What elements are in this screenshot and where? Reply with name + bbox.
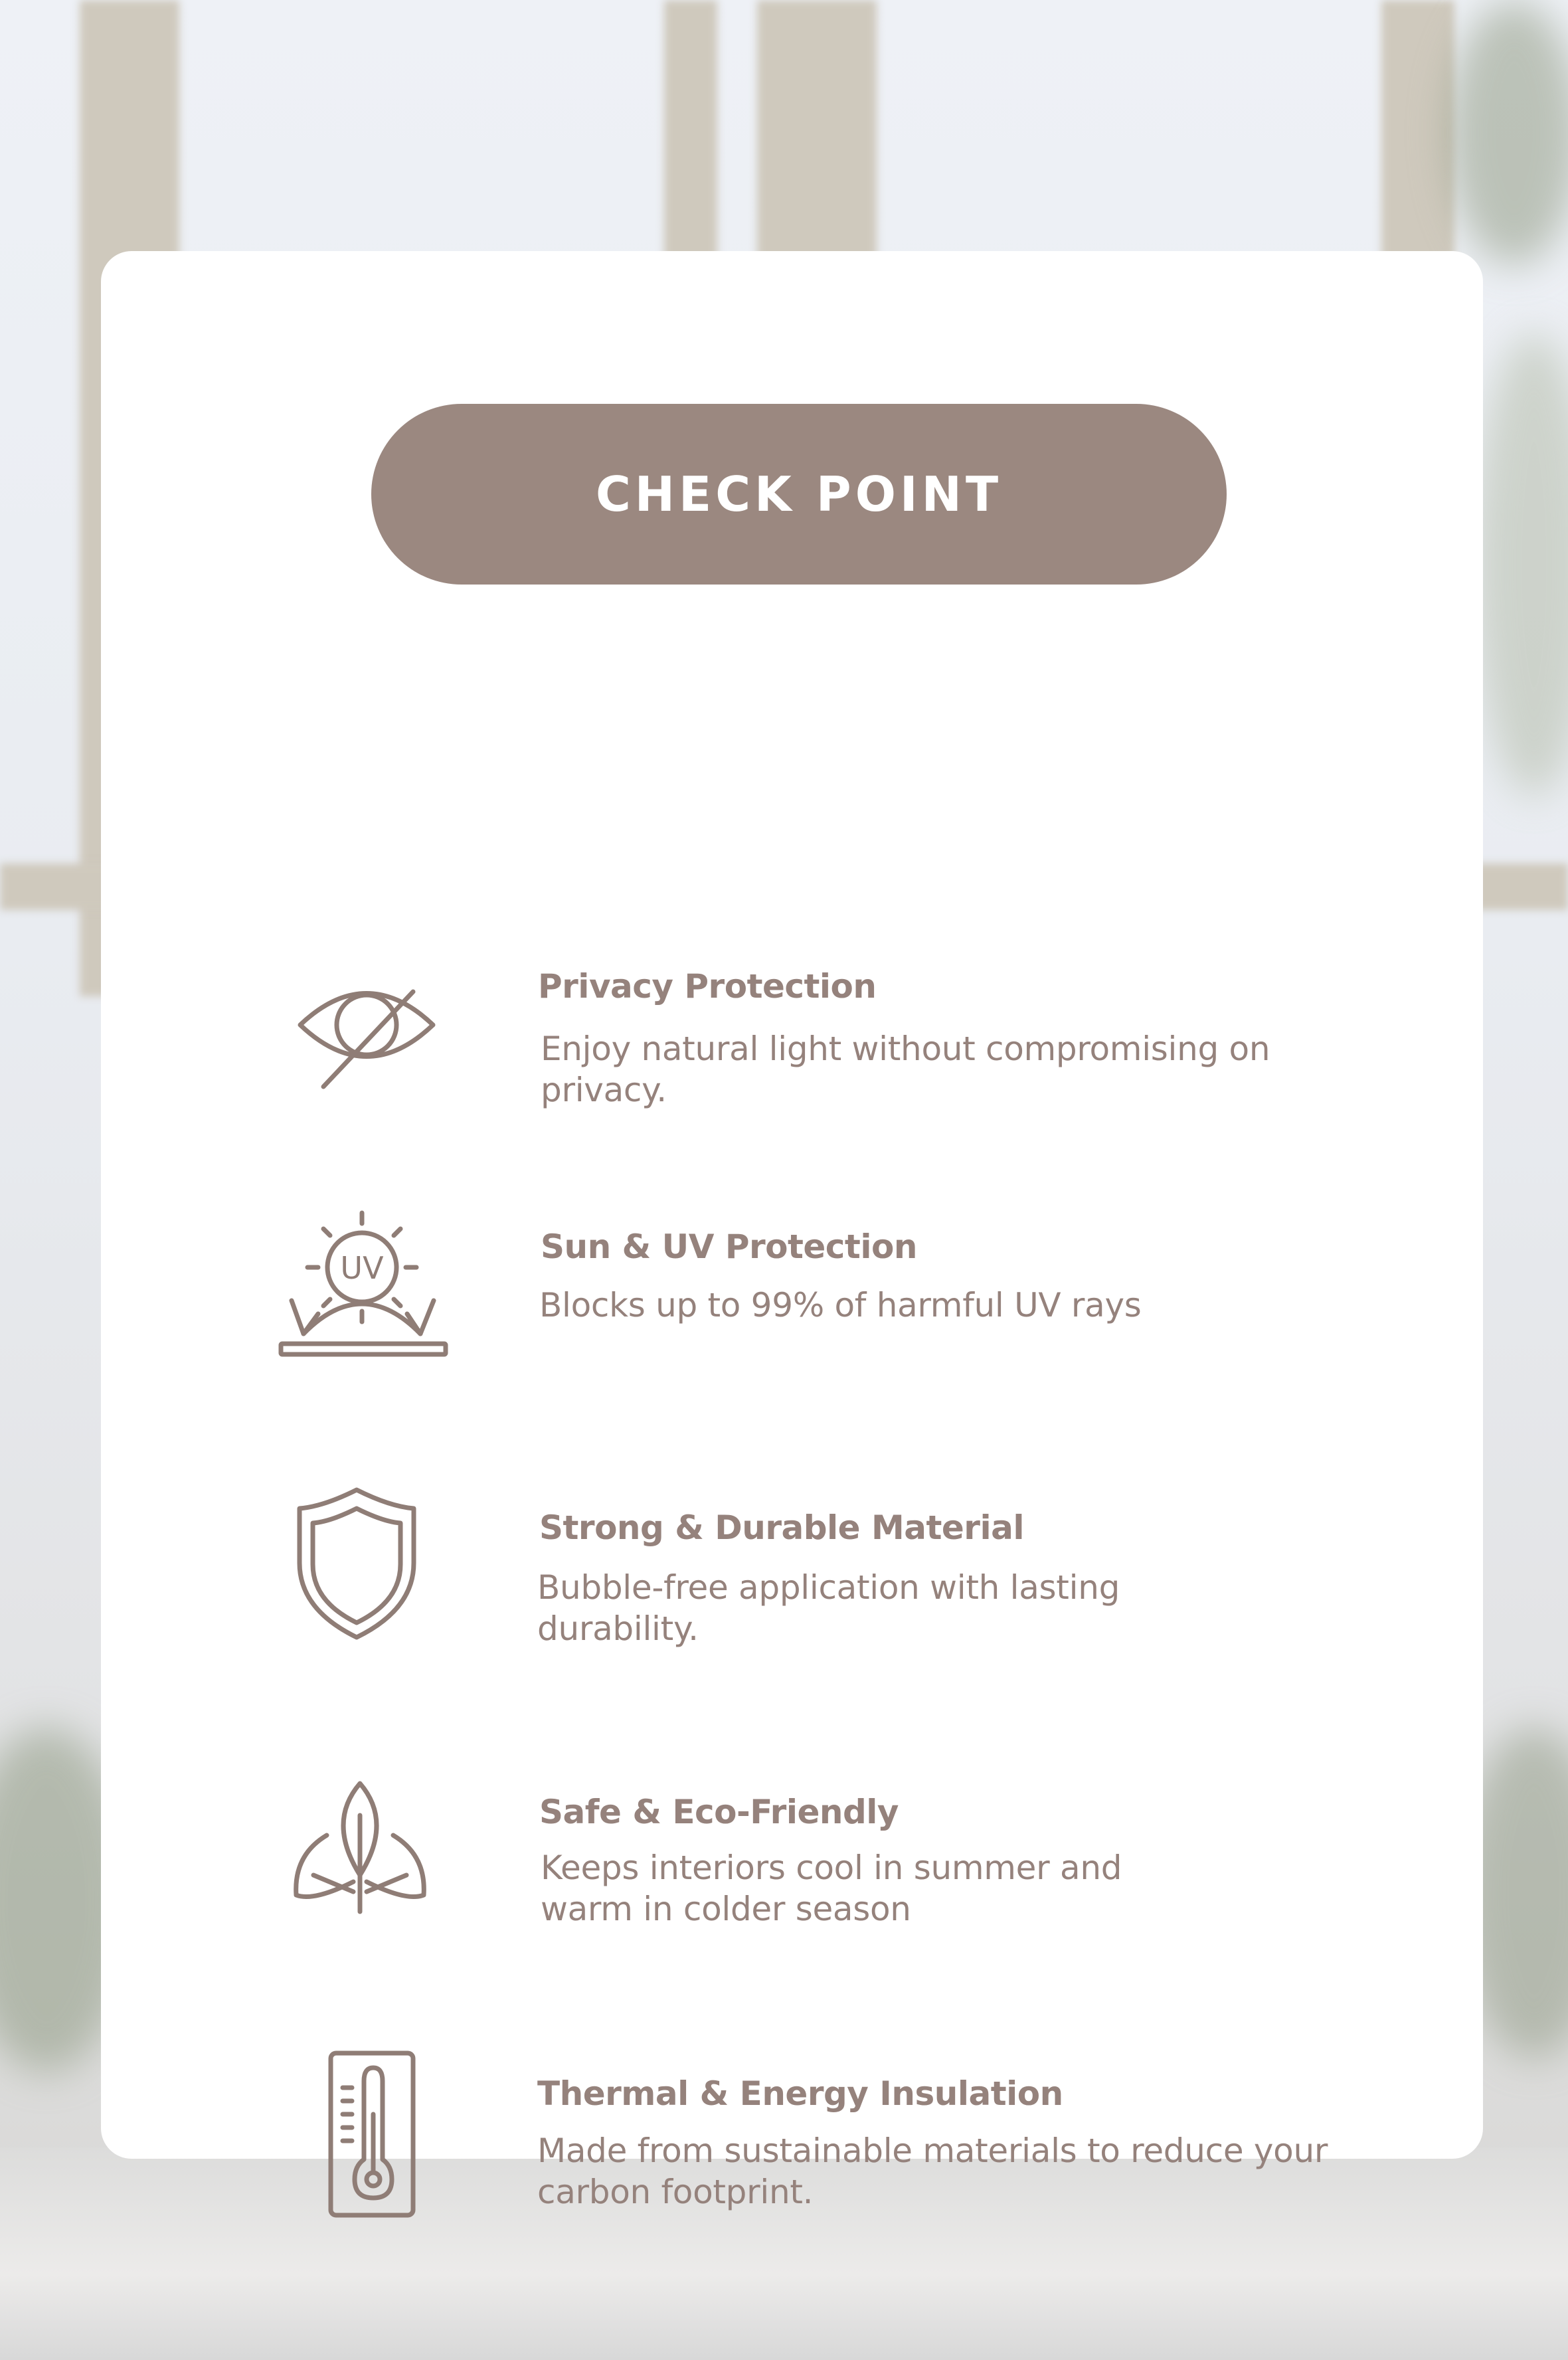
leaf-icon [287, 1775, 433, 1922]
shield-icon [290, 1483, 423, 1643]
feature-title: Privacy Protection [538, 967, 877, 1006]
feature-title: Sun & UV Protection [541, 1227, 917, 1266]
feature-title: Strong & Durable Material [539, 1508, 1024, 1547]
feature-description: Keeps interiors cool in summer and warm in colder season [541, 1849, 1122, 1928]
feature-title: Thermal & Energy Insulation [537, 2074, 1063, 2113]
feature-description: Blocks up to 99% of harmful UV rays [539, 1286, 1142, 1324]
check-point-card [101, 251, 1483, 2211]
feature-description: Made from sustainable materials to reduce your carbon footprint. [537, 2132, 1328, 2211]
feature-description: Bubble-free application with lasting durability. [537, 1568, 1120, 1648]
check-point-header: CHECK POINT [371, 404, 1227, 585]
feature-description: Enjoy natural light without compromising on privacy. [541, 1030, 1270, 1109]
uv-label: UV [340, 1250, 384, 1286]
eye-slash-icon [287, 949, 446, 1101]
feature-title: Safe & Eco-Friendly [539, 1793, 899, 1831]
sun-uv-icon [277, 1208, 456, 1367]
thermometer-icon [325, 2048, 418, 2221]
